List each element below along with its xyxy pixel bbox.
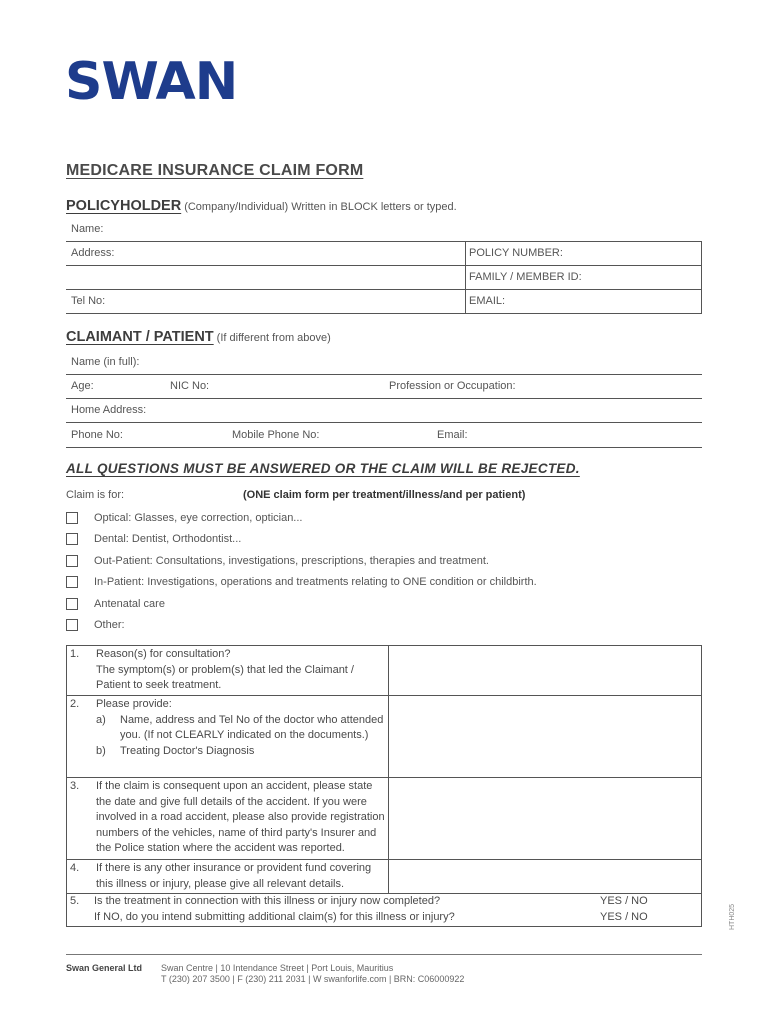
claimant-name-label: Name (in full): (71, 356, 140, 368)
divider (701, 241, 702, 313)
option-label: In-Patient: Investigations, operations and treatments relating to ONE condition or childbirth. (94, 576, 537, 588)
question-line: If NO, do you intend submitting additional claim(s) for this illness or injury? (94, 911, 455, 923)
question-line: Is the treatment in connection with this illness or injury now completed? (94, 895, 441, 907)
question-line: Patient to seek treatment. (96, 679, 222, 691)
checkbox[interactable] (66, 555, 78, 567)
claimant-nic-label: NIC No: (170, 380, 210, 392)
claim-option-antenatal[interactable] (66, 597, 165, 611)
question-text (93, 646, 389, 696)
question-line: Please provide: (96, 698, 172, 710)
divider (66, 313, 702, 314)
option-label: Out-Patient: Consultations, investigations, prescriptions, therapies and treatment. (94, 555, 489, 567)
sub-letter: a) (96, 713, 106, 726)
question-row-1 (67, 646, 702, 696)
answer-field-4[interactable] (389, 860, 702, 894)
question-text: If the claim is consequent upon an accident, please state the date and give full details of the accident. If you were involved in a road accident, please also provide registration numbers of the vehicles, name of third party's Insurer and the Police station where the accident was reported. (93, 778, 389, 860)
checkbox[interactable] (66, 512, 78, 524)
claimant-note: (If different from above) (216, 332, 331, 344)
option-label: Antenatal care (94, 598, 165, 610)
question-number: 2. (67, 696, 94, 778)
footer-line: Swan Centre | 10 Intendance Street | Port Louis, Mauritius (161, 963, 394, 973)
form-title: MEDICARE INSURANCE CLAIM FORM (66, 162, 364, 179)
sub-text: Name, address and Tel No of the doctor who attended you. (If not CLEARLY indicated on the documents.) (120, 713, 384, 741)
family-member-id-label: FAMILY / MEMBER ID: (469, 271, 582, 283)
divider (66, 289, 702, 290)
footer-divider (66, 954, 702, 955)
answer-field-3[interactable] (389, 778, 702, 860)
claim-option-optical[interactable] (66, 511, 303, 525)
policyholder-title: POLICYHOLDER (66, 198, 182, 214)
option-label: Dental: Dentist, Orthodontist... (94, 533, 242, 545)
divider (66, 398, 702, 399)
policyholder-tel-label: Tel No: (71, 295, 106, 307)
question-row-4 (67, 860, 702, 894)
question-row-3 (67, 778, 702, 860)
footer-company: Swan General Ltd (66, 963, 143, 973)
swan-logo: SWAN (65, 52, 238, 112)
checkbox[interactable] (66, 533, 78, 545)
claimant-email-label: Email: (437, 429, 468, 441)
divider (66, 447, 702, 448)
question-row-5 (66, 893, 702, 927)
questions-table (66, 645, 702, 894)
checkbox[interactable] (66, 619, 78, 631)
question-number: 1. (67, 646, 94, 696)
claimant-phone-label: Phone No: (71, 429, 123, 441)
claim-option-other[interactable] (66, 618, 125, 632)
checkbox[interactable] (66, 576, 78, 588)
policyholder-name-label: Name: (71, 223, 104, 235)
yes-no-choice-1[interactable]: YES / NO (600, 895, 648, 907)
claim-for-label: Claim is for: (66, 489, 125, 501)
option-label: Optical: Glasses, eye correction, optician... (94, 512, 303, 524)
question-line: The symptom(s) or problem(s) that led the Claimant / (96, 663, 354, 676)
claimant-mobile-label: Mobile Phone No: (232, 429, 320, 441)
divider (66, 374, 702, 375)
divider (66, 265, 702, 266)
policy-number-label: POLICY NUMBER: (469, 247, 563, 259)
question-text (93, 696, 389, 778)
divider (66, 241, 702, 242)
option-label: Other: (94, 619, 125, 631)
yes-no-choice-2[interactable]: YES / NO (600, 911, 648, 923)
footer-line: T (230) 207 3500 | F (230) 211 2031 | W swanforlife.com | BRN: C06000922 (161, 974, 465, 984)
claimant-age-label: Age: (71, 380, 94, 392)
sub-text: Treating Doctor's Diagnosis (120, 744, 255, 757)
claim-option-in-patient[interactable] (66, 575, 537, 589)
question-line: Reason(s) for consultation? (96, 648, 231, 660)
policyholder-address-label: Address: (71, 247, 115, 259)
question-number: 3. (67, 778, 94, 860)
claim-option-dental[interactable] (66, 532, 242, 546)
policyholder-email-label: EMAIL: (469, 295, 506, 307)
claimant-home-address-label: Home Address: (71, 404, 147, 416)
sub-question-a (96, 713, 385, 744)
claim-option-out-patient[interactable] (66, 554, 489, 568)
question-row-2 (67, 696, 702, 778)
claimant-heading (66, 328, 331, 345)
rejection-warning: ALL QUESTIONS MUST BE ANSWERED OR THE CLAIM WILL BE REJECTED. (66, 461, 580, 476)
claim-for-note: (ONE claim form per treatment/illness/and per patient) (243, 489, 526, 501)
divider (66, 422, 702, 423)
document-code: HTH025 (729, 903, 736, 930)
claimant-profession-label: Profession or Occupation: (389, 380, 516, 392)
question-text: If there is any other insurance or provident fund covering this illness or injury, please give all relevant details. (93, 860, 389, 894)
sub-question-b (96, 744, 385, 760)
policyholder-heading (66, 197, 457, 214)
checkbox[interactable] (66, 598, 78, 610)
question-number: 5. (70, 895, 80, 907)
divider (465, 241, 466, 313)
policyholder-note: (Company/Individual) Written in BLOCK letters or typed. (184, 201, 457, 213)
claimant-title: CLAIMANT / PATIENT (66, 329, 214, 345)
answer-field-1[interactable] (389, 646, 702, 696)
sub-letter: b) (96, 744, 106, 757)
footer-address (161, 963, 464, 985)
answer-field-2[interactable] (389, 696, 702, 778)
question-number: 4. (67, 860, 94, 894)
